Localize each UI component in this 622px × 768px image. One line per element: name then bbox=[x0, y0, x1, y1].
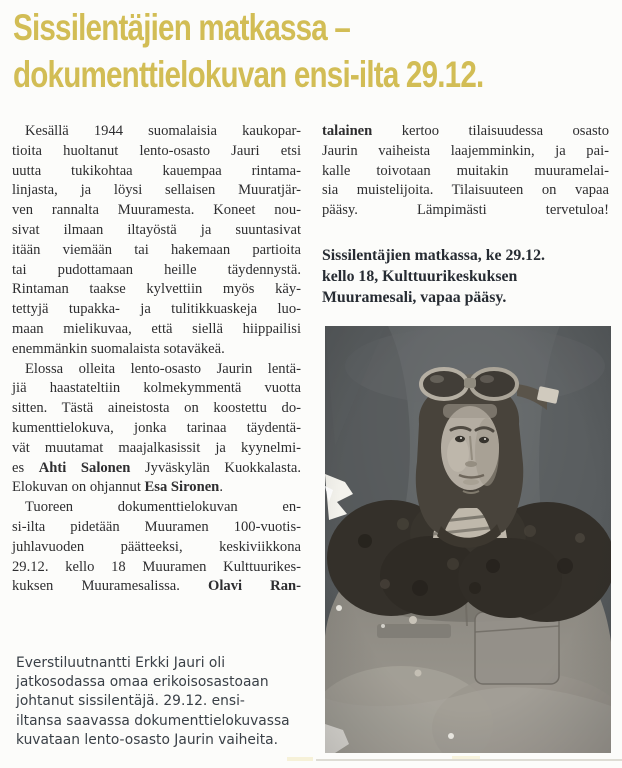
text-line: Muuramesali, vapaa pääsy. bbox=[322, 288, 507, 306]
text-line: maan mielikuvaa, että siellä hiippailisi bbox=[12, 320, 301, 337]
paragraph-4-continuation bbox=[322, 122, 609, 221]
text-line: jiä haastateltiin kolmekymmentä vuotta bbox=[12, 380, 301, 397]
text-line: tettyjä tupakka- ja tulitikkuaskeja luo- bbox=[12, 301, 301, 318]
text-line: Kesällä 1944 suomalaisia kaukopar- bbox=[25, 123, 301, 139]
text-line: kumenttielokuva, jonka tarinaa täydentä- bbox=[12, 419, 301, 436]
text-line: Elossa olleita lento-osasto Jaurin lentä- bbox=[25, 360, 301, 377]
text-line: Sissilentäjien matkassa, ke 29.12. bbox=[322, 246, 545, 264]
event-info-block bbox=[322, 245, 609, 308]
text-line: jatkosodassa omaa erikoisosastoaan bbox=[16, 674, 269, 691]
text-line: 29.12. kello 18 Muuramen Kulttuurikes- bbox=[12, 558, 301, 575]
text-line: johtanut sissilentäjä. 29.12. ensi- bbox=[16, 693, 245, 710]
text-line: tai pudottamaan heille täydennystä. bbox=[12, 261, 301, 278]
text-line: kuvataan lento-osasto Jaurin vaiheita. bbox=[16, 731, 278, 748]
photo-caption bbox=[16, 654, 312, 750]
text-line: Jaurin vaiheista laajemminkin, ja pai- bbox=[322, 142, 609, 159]
pilot-photo-image bbox=[325, 326, 611, 753]
pilot-portrait-photo bbox=[325, 326, 611, 753]
text-line: vät muutamat maajalkasissit ja kyynelmi- bbox=[12, 439, 301, 456]
text-line: kalle toivotaan muitakin muuramelai- bbox=[322, 162, 609, 179]
text-line: es Ahti Salonen Jyväskylän Kuokkalasta. bbox=[12, 459, 302, 476]
text-line: uutta tukikohtaa kauempaa rintama- bbox=[12, 162, 301, 179]
text-line: kello 18, Kulttuurikeskuksen bbox=[322, 267, 518, 285]
text-line: sivat ilmaan iltayöstä ja suuntasivat bbox=[12, 221, 301, 238]
article-headline bbox=[13, 4, 610, 98]
text-line: itään viemään tai hakemaan partioita bbox=[12, 241, 301, 258]
text-line: tioita huoltanut lento-osasto Jauri etsi bbox=[12, 142, 301, 159]
paragraph-2 bbox=[12, 360, 301, 499]
page-footer-line bbox=[316, 759, 622, 761]
text-line: iltansa saavassa dokumenttielokuvassa bbox=[16, 712, 290, 729]
text-line: Tuoreen dokumenttielokuvan en- bbox=[25, 499, 301, 516]
text-line: kuksen Muuramesalissa. Olavi Ran- bbox=[12, 578, 301, 595]
text-line: Sissilentäjien matkassa – bbox=[13, 7, 351, 48]
footer-yellow-smudge-left bbox=[287, 757, 313, 761]
text-line: pääsy. Lämpimästi tervetuloa! bbox=[322, 202, 609, 219]
text-line: linjasta, ja löysi sellaisen Muuratjär- bbox=[12, 182, 301, 199]
text-line: Elokuvan on ohjannut Esa Sironen. bbox=[12, 479, 223, 496]
text-line: sia muistelijoita. Tilaisuuteen on vapaa bbox=[322, 182, 609, 199]
text-line: si-ilta pidetään Muuramen 100-vuotis- bbox=[12, 518, 301, 535]
text-line: sitten. Tästä aineistosta on koostettu do- bbox=[12, 400, 301, 417]
text-line: Rintaman taakse kylvettiin myös käy- bbox=[12, 281, 301, 298]
text-line: talainen kertoo tilaisuudessa osasto bbox=[322, 123, 609, 139]
paragraph-3 bbox=[12, 498, 301, 597]
text-line: dokumenttielokuvan ensi-ilta 29.12. bbox=[13, 54, 484, 95]
text-line: ven rannalta Muuramesta. Koneet nou- bbox=[12, 202, 301, 219]
text-line: Everstiluutnantti Erkki Jauri oli bbox=[16, 655, 226, 671]
article-right-column bbox=[322, 122, 609, 308]
text-line: juhlavuoden päätteeksi, keskiviikkona bbox=[12, 538, 301, 555]
paragraph-1 bbox=[12, 122, 301, 360]
article-left-column bbox=[12, 122, 301, 597]
text-line: enemmänkin suomalaista sotaväkeä. bbox=[12, 340, 225, 357]
